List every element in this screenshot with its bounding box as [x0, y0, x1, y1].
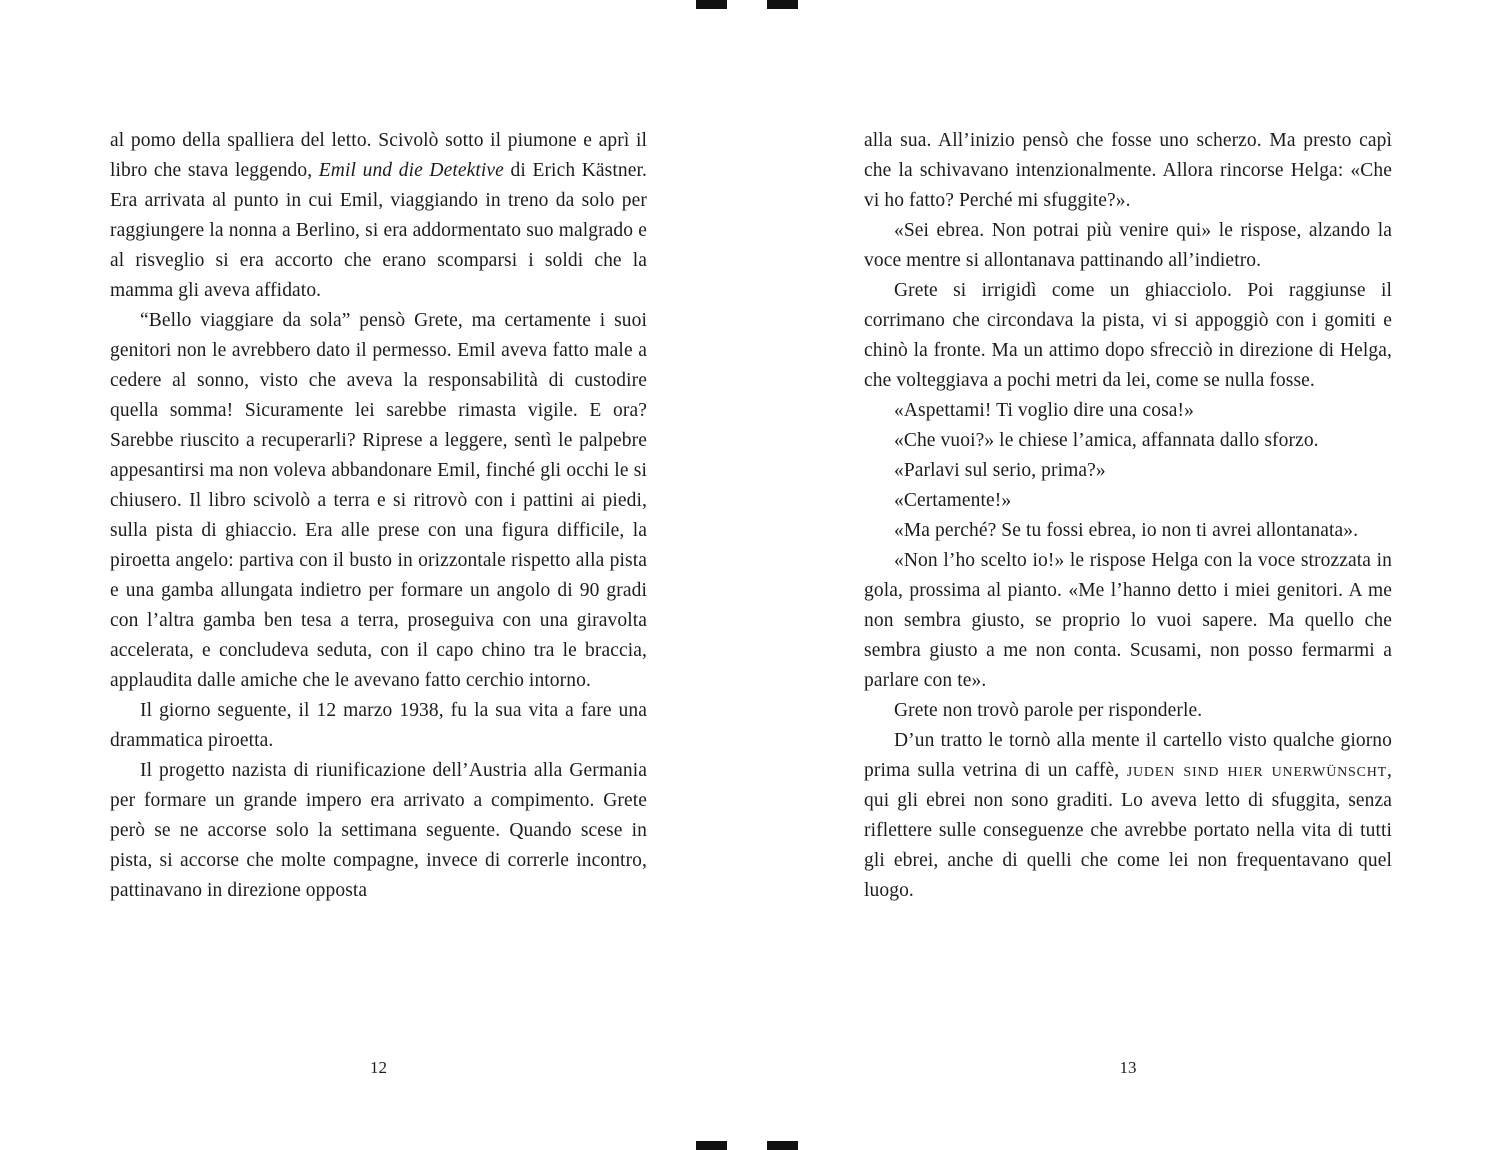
text-segment-smallcaps: juden sind hier unerwünscht: [1126, 760, 1387, 781]
paragraph: [110, 696, 647, 756]
paragraph: [864, 726, 1392, 906]
paragraph: [864, 216, 1392, 276]
paragraph: [110, 126, 647, 306]
page-number-left: 12: [370, 1058, 387, 1077]
text-segment: “Bello viaggiare da sola” pensò Grete, ma certamente i suoi genitori non le avrebbero dato il permesso. Emil aveva fatto male a cedere al sonno, visto che aveva la responsabilità di custodire quella somma! Sicuramente lei sarebbe rimasta vigile. E ora? Sarebbe riuscito a recuperarli? Riprese a leggere, sentì le palpebre appesantirsi ma non voleva abbandonare Emil, finché gli occhi le si chiusero. Il libro scivolò a terra e si ritrovò con i pattini ai piedi, sulla pista di ghiaccio. Era alle prese con una figura difficile, la piroetta angelo: partiva con il busto in orizzontale rispetto alla pista e una gamba allungata indietro per formare un angolo di 90 gradi con l’altra gamba ben tesa a terra, proseguiva con una giravolta accelerata, e concludeva seduta, con il capo chino tra le braccia, applaudita dalle amiche che le avevano fatto cerchio intorno.: [110, 310, 647, 691]
print-mark-bar: [767, 0, 798, 9]
paragraph: [864, 426, 1392, 456]
text-segment: «Aspettami! Ti voglio dire una cosa!»: [894, 400, 1194, 421]
text-segment: Grete si irrigidì come un ghiacciolo. Poi raggiunse il corrimano che circondava la pista, vi si appoggiò con i gomiti e chinò la fronte. Ma un attimo dopo sfrecciò in direzione di Helga, che volteggiava a pochi metri da lei, come se nulla fosse.: [864, 280, 1392, 391]
print-mark-bar: [696, 0, 727, 9]
text-segment: , qui gli ebrei non sono graditi. Lo aveva letto di sfuggita, senza riflettere sulle conseguenze che avrebbe portato nella vita di tutti gli ebrei, anche di quelli che come lei non frequentavano quel luogo.: [864, 760, 1392, 901]
print-mark-top: [696, 0, 798, 9]
paragraph: [864, 456, 1392, 486]
text-segment: «Ma perché? Se tu fossi ebrea, io non ti avrei allontanata».: [894, 520, 1359, 541]
text-segment: Il progetto nazista di riunificazione dell’Austria alla Germania per formare un grande impero era arrivato a compimento. Grete però se ne accorse solo la settimana seguente. Quando scese in pista, si accorse che molte compagne, invece di correrle incontro, pattinavano in direzione opposta: [110, 760, 647, 901]
text-segment: Grete non trovò parole per risponderle.: [894, 700, 1203, 721]
text-segment: «Certamente!»: [894, 490, 1012, 511]
text-segment: di Erich Kästner. Era arrivata al punto in cui Emil, viaggiando in treno da solo per raggiungere la nonna a Berlino, si era addormentato suo malgrado e al risveglio si era accorto che erano scomparsi i soldi che la mamma gli aveva affidato.: [110, 160, 647, 301]
paragraph: [864, 486, 1392, 516]
paragraph: [864, 516, 1392, 546]
print-mark-bottom: [696, 1141, 798, 1150]
page-left: [110, 0, 647, 1150]
paragraph: [864, 546, 1392, 696]
page-left-text: [110, 126, 647, 906]
text-segment: «Sei ebrea. Non potrai più venire qui» le rispose, alzando la voce mentre si allontanava pattinando all’indietro.: [864, 220, 1392, 271]
paragraph: [864, 126, 1392, 216]
text-segment: Il giorno seguente, il 12 marzo 1938, fu la sua vita a fare una drammatica piroetta.: [110, 700, 647, 751]
page-number-right: 13: [1119, 1058, 1137, 1077]
page-right: [864, 0, 1392, 1150]
paragraph: [864, 696, 1392, 726]
text-segment: «Che vuoi?» le chiese l’amica, affannata dallo sforzo.: [894, 430, 1319, 451]
text-segment-italic: Emil und die Detektive: [318, 160, 504, 181]
paragraph: [864, 396, 1392, 426]
paragraph: [110, 306, 647, 696]
paragraph: [110, 756, 647, 906]
print-mark-bar: [767, 1141, 798, 1150]
print-mark-bar: [696, 1141, 727, 1150]
paragraph: [864, 276, 1392, 396]
text-segment: alla sua. All’inizio pensò che fosse uno scherzo. Ma presto capì che la schivavano intenzionalmente. Allora rincorse Helga: «Che vi ho fatto? Perché mi sfuggite?».: [864, 130, 1392, 211]
text-segment: D’un tratto le tornò alla mente il cartello visto qualche giorno prima sulla vetrina di un caffè,: [864, 730, 1392, 781]
page-right-text: [864, 126, 1392, 906]
text-segment: al pomo della spalliera del letto. Scivolò sotto il piumone e aprì il libro che stava leggendo,: [110, 130, 647, 181]
text-segment: «Parlavi sul serio, prima?»: [894, 460, 1106, 481]
text-segment: «Non l’ho scelto io!» le rispose Helga con la voce strozzata in gola, prossima al pianto. «Me l’hanno detto i miei genitori. A me non sembra giusto, se proprio lo vuoi sapere. Ma quello che sembra giusto a me non conta. Scusami, non posso fermarmi a parlare con te».: [864, 550, 1392, 691]
